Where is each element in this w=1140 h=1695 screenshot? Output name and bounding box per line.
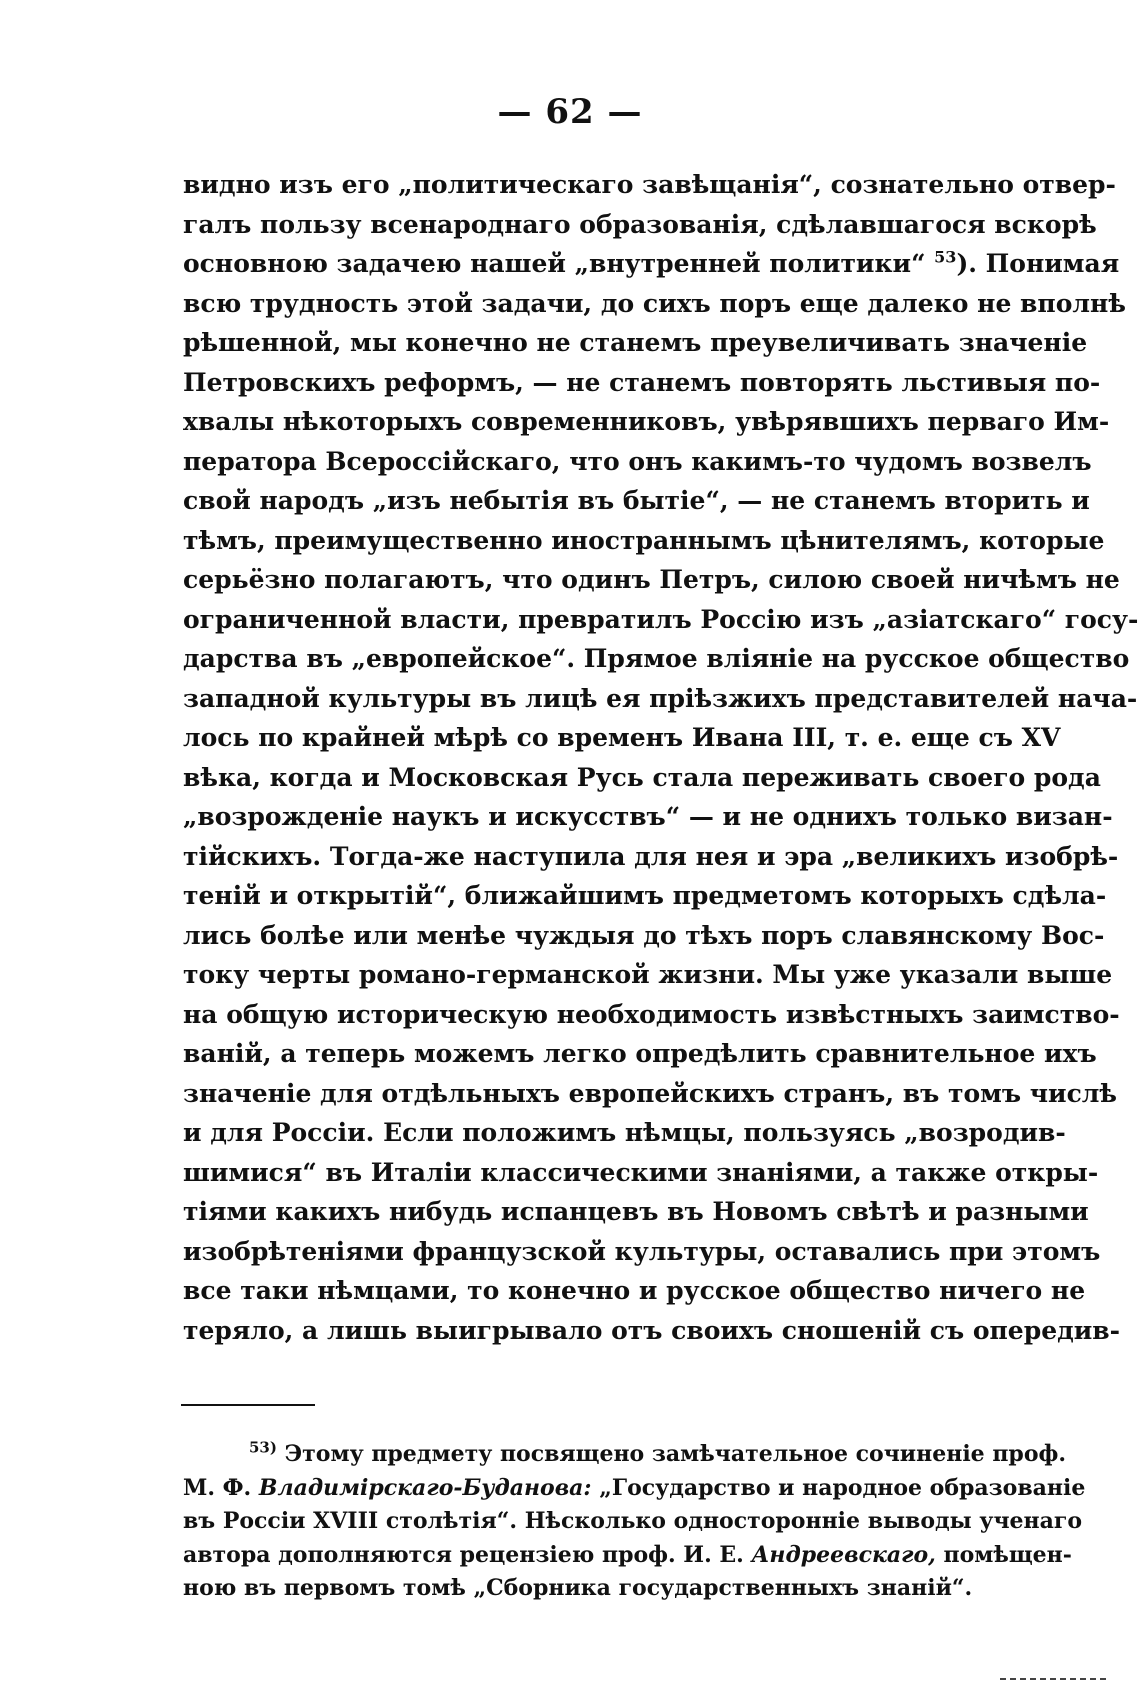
- page-number: — 62 —: [497, 92, 643, 132]
- text-line: изобрѣтеніями французской культуры, оставались при этомъ: [183, 1236, 1101, 1266]
- footnote-separator: [181, 1404, 315, 1406]
- footnote-text: Этому предмету посвящено замѣчательное сочиненіе проф.: [284, 1441, 1066, 1467]
- footnote-author-name: Андреевскаго,: [751, 1541, 936, 1568]
- text-line: ваній, а теперь можемъ легко опредѣлить сравнительное ихъ: [183, 1039, 1097, 1068]
- footnote-block: [183, 1438, 1086, 1606]
- footnote-text: помѣщен-: [943, 1541, 1072, 1568]
- text-line: всю трудность этой задачи, до сихъ поръ еще далеко не вполнѣ: [183, 288, 1126, 318]
- text-line: „возрожденіе наукъ и искусствъ“ — и не однихъ только визан-: [183, 802, 1113, 831]
- text-line: ператора Всероссійскаго, что онъ какимъ-то чудомъ возвелъ: [183, 446, 1092, 476]
- footnote-line: [183, 1539, 1072, 1573]
- body-text: [183, 165, 1139, 1350]
- text-line: хвалы нѣкоторыхъ современниковъ, увѣрявшихъ перваго Им-: [183, 407, 1110, 436]
- text-line: теній и открытій“, ближайшимъ предметомъ которыхъ сдѣла-: [183, 881, 1107, 910]
- text-line: рѣшенной, мы конечно не станемъ преувеличивать значеніе: [183, 328, 1088, 357]
- text-line: лись болѣе или менѣе чуждыя до тѣхъ поръ славянскому Вос-: [183, 920, 1105, 950]
- footnote-reference: 53: [934, 247, 957, 267]
- footnote-marker: 53): [249, 1438, 277, 1457]
- footnote-text: М. Ф.: [183, 1474, 252, 1501]
- text-line: шимися“ въ Италіи классическими знаніями, а также откры-: [183, 1157, 1099, 1187]
- text-line: тѣмъ, преимущественно иностраннымъ цѣнителямъ, которые: [183, 525, 1105, 555]
- text-line: значеніе для отдѣльныхъ европейскихъ странъ, въ томъ числѣ: [183, 1078, 1118, 1108]
- text-line: тійскихъ. Тогда-же наступила для нея и эра „великихъ изобрѣ-: [183, 841, 1119, 871]
- footnote-text: автора дополняются рецензіею проф. И. Е.: [183, 1541, 744, 1568]
- text-line: ограниченной власти, превратилъ Россію изъ „азіатскаго“ госу-: [183, 604, 1139, 634]
- text-line: лось по крайней мѣрѣ со временъ Ивана III, т. е. еще съ XV: [183, 723, 1061, 752]
- footnote-line: ною въ первомъ томѣ „Сборника государственныхъ знаній“.: [183, 1575, 973, 1601]
- text-line: и для Россіи. Если положимъ нѣмцы, пользуясь „возродив-: [183, 1118, 1066, 1147]
- footnote-line: [183, 1438, 1066, 1472]
- text-line: теряло, а лишь выигрывало отъ своихъ сношеній съ опередив-: [183, 1315, 1121, 1345]
- text-line: вѣка, когда и Московская Русь стала переживать своего рода: [183, 762, 1101, 792]
- text-line: основною задачею нашей „внутренней политики“ $^{53}$). Понимая: [183, 247, 1120, 278]
- footnote-text: „Государство и народное образованіе: [599, 1474, 1086, 1501]
- text-line: дарства въ „европейское“. Прямое вліяніе на русское общество: [183, 644, 1130, 673]
- footnote-line: въ Россіи XVIII столѣтія“. Нѣсколько односторонніе выводы ученаго: [183, 1508, 1083, 1534]
- text-line: тіями какихъ нибудь испанцевъ въ Новомъ свѣтѣ и разными: [183, 1197, 1089, 1226]
- text-line: западной культуры въ лицѣ ея пріѣзжихъ представителей нача-: [183, 683, 1138, 713]
- text-line: видно изъ его „политическаго завѣщанія“, сознательно отвер-: [183, 170, 1116, 199]
- text-line: току черты романо-германской жизни. Мы уже указали выше: [183, 960, 1113, 989]
- scan-edge-mark: [1000, 1678, 1110, 1680]
- text-line: свой народъ „изъ небытія въ бытіе“, — не станемъ вторить и: [183, 486, 1090, 515]
- footnote-author-name: Владимірскаго-Буданова:: [258, 1474, 592, 1501]
- text-line: на общую историческую необходимость извѣстныхъ заимство-: [183, 999, 1120, 1029]
- text-line: все таки нѣмцами, то конечно и русское общество ничего не: [183, 1276, 1086, 1305]
- footnote-line: [183, 1472, 1086, 1506]
- text-line: галъ пользу всенароднаго образованія, сдѣлавшагося вскорѣ: [183, 209, 1097, 239]
- text-line: Петровскихъ реформъ, — не станемъ повторять льстивыя по-: [183, 367, 1101, 397]
- text-line: серьёзно полагаютъ, что одинъ Петръ, силою своей ничѣмъ не: [183, 565, 1120, 594]
